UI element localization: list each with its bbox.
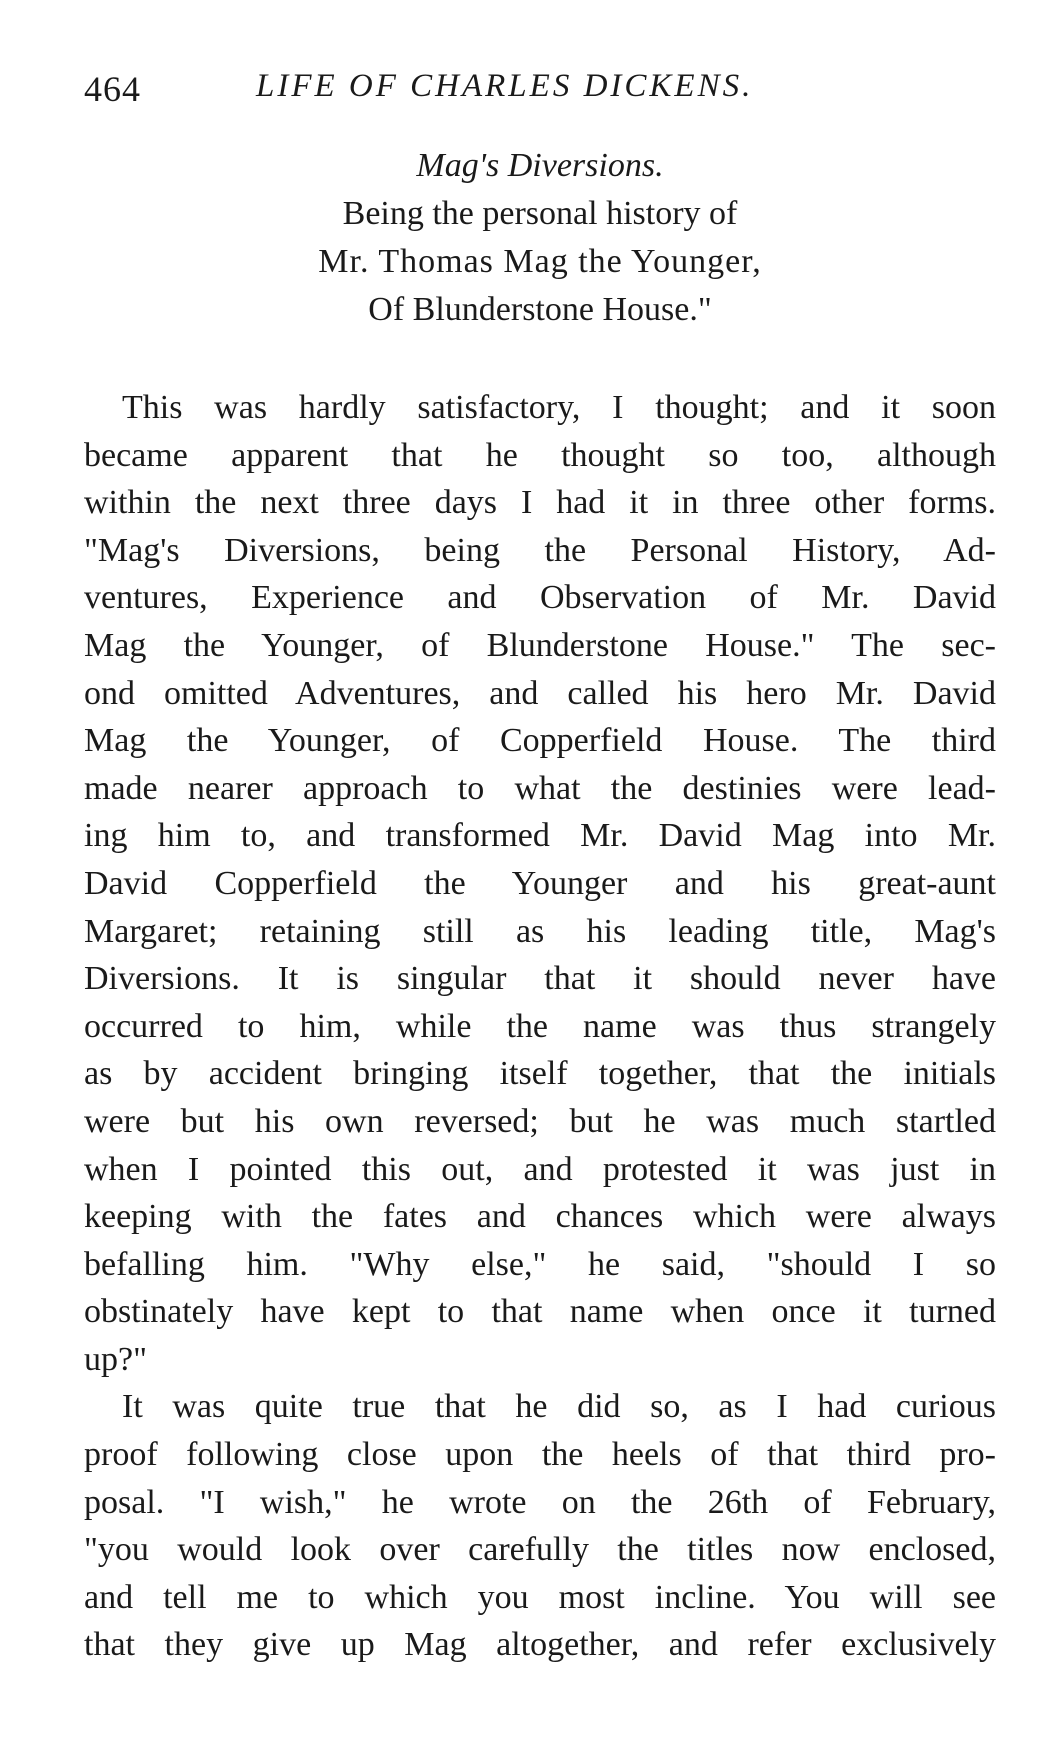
text-line: "you would look over carefully the titles now enclosed,	[84, 1531, 996, 1569]
text-line: that they give up Mag altogether, and refer exclusively	[84, 1626, 996, 1664]
title-line-4: Of Blunderstone House."	[368, 291, 712, 328]
paragraph-1	[84, 384, 996, 1383]
text-line: Diversions. It is singular that it should never have	[84, 960, 996, 998]
text-line: David Copperfield the Younger and his great-aunt	[84, 864, 996, 902]
text-line: as by accident bringing itself together, that the initials	[84, 1055, 996, 1093]
text-line: occurred to him, while the name was thus strangely	[84, 1007, 996, 1045]
text-line: This was hardly satisfactory, I thought; and it soon	[122, 389, 996, 426]
text-line: up?"	[84, 1340, 147, 1378]
body-text	[84, 384, 996, 1669]
running-title: LIFE OF CHARLES DICKENS.	[256, 68, 754, 104]
text-line: Mag the Younger, of Copperfield House. The third	[84, 722, 996, 760]
text-line: It was quite true that he did so, as I had curious	[122, 1388, 996, 1426]
text-line: obstinately have kept to that name when once it turned	[84, 1293, 996, 1331]
title-line-1: Mag's Diversions.	[416, 147, 664, 184]
paragraph-2	[84, 1383, 996, 1669]
text-line: became apparent that he thought so too, although	[84, 436, 996, 474]
text-line: befalling him. "Why else," he said, "should I so	[84, 1245, 996, 1283]
text-line: ond omitted Adventures, and called his hero Mr. David	[84, 674, 996, 712]
text-line: Margaret; retaining still as his leading title, Mag's	[84, 912, 996, 950]
text-line: and tell me to which you most incline. You will see	[84, 1578, 996, 1616]
text-line: when I pointed this out, and protested it was just in	[84, 1150, 996, 1188]
running-head	[84, 68, 996, 118]
text-line: Mag the Younger, of Blunderstone House." The sec-	[84, 626, 996, 664]
title-line-2: Being the personal history of	[342, 195, 738, 232]
text-line: ventures, Experience and Observation of Mr. David	[84, 579, 996, 617]
text-line: "Mag's Diversions, being the Personal History, Ad-	[84, 531, 996, 569]
text-line: ing him to, and transformed Mr. David Mag into Mr.	[84, 817, 996, 855]
text-line: keeping with the fates and chances which were always	[84, 1198, 996, 1236]
text-line: proof following close upon the heels of that third pro-	[84, 1436, 996, 1474]
quoted-title-block	[84, 142, 996, 334]
title-line-3: Mr. Thomas Mag the Younger,	[318, 243, 762, 280]
page-number: 464	[84, 69, 141, 109]
text-line: made nearer approach to what the destinies were lead-	[84, 769, 996, 807]
text-line: were but his own reversed; but he was much startled	[84, 1102, 996, 1140]
text-line: posal. "I wish," he wrote on the 26th of February,	[84, 1483, 996, 1521]
text-line: within the next three days I had it in three other forms.	[84, 484, 996, 522]
